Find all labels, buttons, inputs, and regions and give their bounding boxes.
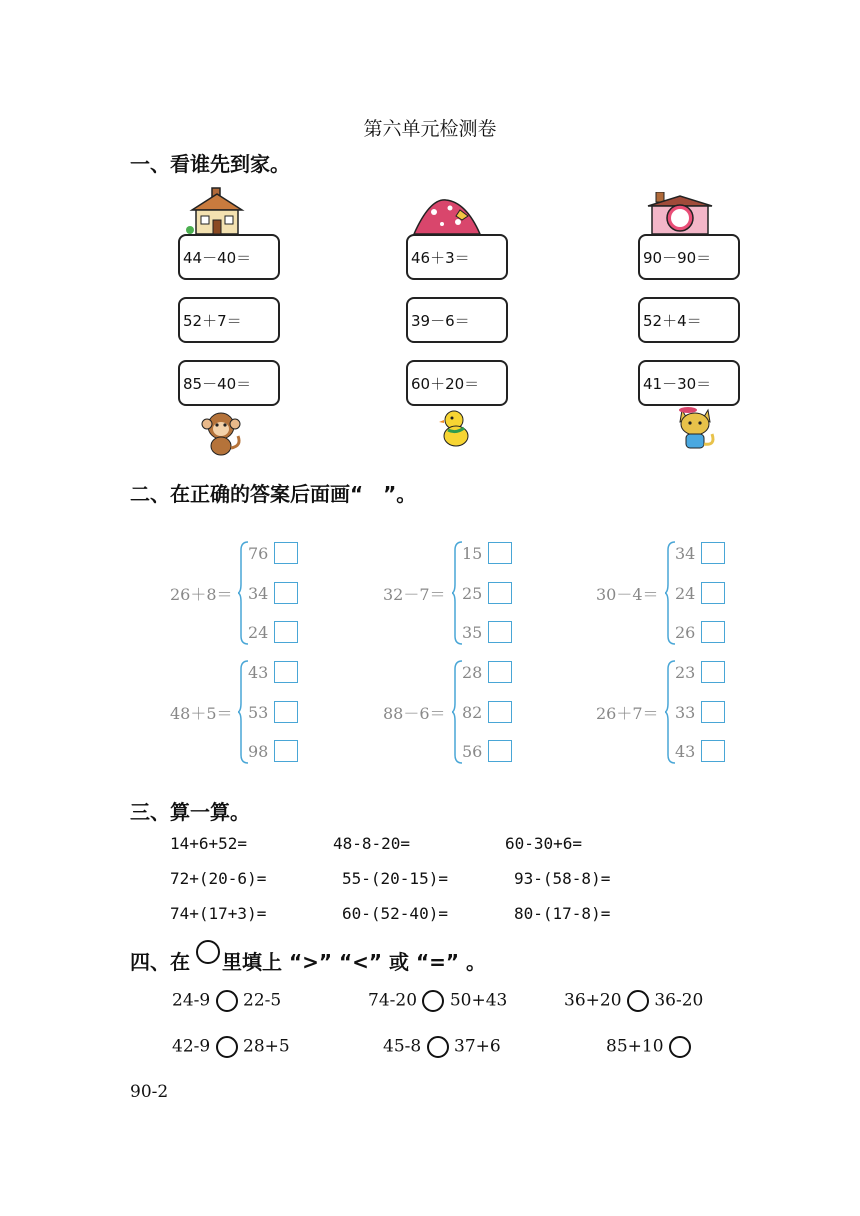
compare-right: 37+6 — [454, 1036, 501, 1057]
answer-option: 23 — [675, 663, 696, 682]
compare-overflow-text: 90-2 — [130, 1082, 169, 1102]
calc-item: 80-(17-8)= — [514, 904, 611, 923]
answer-option: 98 — [248, 742, 269, 761]
problem-stem: 26＋8＝ — [170, 585, 233, 604]
answer-option: 34 — [675, 544, 696, 563]
compare-left: 42-9 — [172, 1036, 211, 1057]
answer-option: 25 — [462, 584, 483, 603]
compare-item — [172, 1036, 290, 1058]
calc-item: 60-(52-40)= — [342, 904, 448, 923]
answer-checkbox[interactable] — [274, 701, 298, 723]
problem-stem: 48＋5＝ — [170, 704, 233, 723]
equation-box: 52＋7＝ — [178, 297, 280, 343]
answer-checkbox[interactable] — [274, 621, 298, 643]
compare-item — [172, 990, 281, 1012]
circle-icon — [196, 940, 220, 964]
calc-item: 48-8-20= — [333, 834, 411, 853]
equation-box: 52＋4＝ — [638, 297, 740, 343]
section-2-heading: 二、在正确的答案后面画“ ”。 — [130, 482, 417, 506]
problem-stem: 30－4＝ — [596, 585, 659, 604]
answer-option: 43 — [248, 663, 269, 682]
answer-checkbox[interactable] — [274, 542, 298, 564]
calc-item: 14+6+52= — [170, 834, 248, 853]
section-3-heading: 三、算一算。 — [130, 800, 250, 824]
equation-box: 39－6＝ — [406, 297, 508, 343]
answer-circle[interactable] — [627, 990, 649, 1012]
cat-icon — [672, 406, 718, 454]
compare-item — [383, 1036, 501, 1058]
answer-checkbox[interactable] — [488, 621, 512, 643]
monkey-icon — [196, 410, 246, 456]
answer-option: 33 — [675, 703, 696, 722]
answer-checkbox[interactable] — [488, 661, 512, 683]
answer-checkbox[interactable] — [701, 621, 725, 643]
answer-checkbox[interactable] — [274, 661, 298, 683]
compare-item — [606, 1036, 691, 1058]
answer-circle[interactable] — [669, 1036, 691, 1058]
answer-circle[interactable] — [427, 1036, 449, 1058]
compare-item — [564, 990, 703, 1012]
calc-item: 60-30+6= — [505, 834, 583, 853]
answer-checkbox[interactable] — [701, 582, 725, 604]
answer-checkbox[interactable] — [274, 582, 298, 604]
compare-right: 28+5 — [243, 1036, 290, 1057]
answer-option: 82 — [462, 703, 483, 722]
compare-right: 50+43 — [449, 990, 508, 1011]
answer-option: 43 — [675, 742, 696, 761]
answer-option: 35 — [462, 623, 483, 642]
calc-item: 72+(20-6)= — [170, 869, 267, 888]
compare-right: 36-20 — [654, 990, 704, 1011]
problem-stem: 26＋7＝ — [596, 704, 659, 723]
answer-option: 34 — [248, 584, 269, 603]
compare-left: 36+20 — [564, 990, 622, 1011]
section-1-heading: 一、看谁先到家。 — [130, 152, 290, 176]
compare-left: 85+10 — [606, 1036, 664, 1057]
answer-checkbox[interactable] — [488, 740, 512, 762]
answer-option: 28 — [462, 663, 483, 682]
compare-left: 45-8 — [383, 1036, 422, 1057]
section-4-heading-suffix: 里填上 “>” “<” 或 “=” 。 — [222, 950, 486, 974]
answer-option: 53 — [248, 703, 269, 722]
calc-item: 93-(58-8)= — [514, 869, 611, 888]
answer-circle[interactable] — [422, 990, 444, 1012]
answer-checkbox[interactable] — [488, 542, 512, 564]
equation-box: 46＋3＝ — [406, 234, 508, 280]
pink-house-icon — [646, 192, 714, 236]
answer-checkbox[interactable] — [488, 582, 512, 604]
answer-option: 76 — [248, 544, 269, 563]
page-title: 第六单元检测卷 — [363, 118, 497, 140]
problem-stem: 32－7＝ — [383, 585, 446, 604]
answer-checkbox[interactable] — [701, 661, 725, 683]
answer-checkbox[interactable] — [701, 542, 725, 564]
answer-checkbox[interactable] — [701, 740, 725, 762]
answer-option: 15 — [462, 544, 483, 563]
answer-circle[interactable] — [216, 1036, 238, 1058]
answer-circle[interactable] — [216, 990, 238, 1012]
answer-option: 56 — [462, 742, 483, 761]
answer-checkbox[interactable] — [488, 701, 512, 723]
equation-box: 44－40＝ — [178, 234, 280, 280]
compare-item — [368, 990, 507, 1012]
calc-item: 74+(17+3)= — [170, 904, 267, 923]
answer-option: 24 — [248, 623, 269, 642]
equation-box: 41－30＝ — [638, 360, 740, 406]
equation-box: 90－90＝ — [638, 234, 740, 280]
brown-house-icon — [186, 186, 248, 236]
calc-item: 55-(20-15)= — [342, 869, 448, 888]
chick-icon — [438, 408, 474, 448]
section-4-heading-prefix: 四、在 — [130, 950, 190, 974]
equation-box: 60＋20＝ — [406, 360, 508, 406]
compare-left: 74-20 — [368, 990, 418, 1011]
compare-left: 24-9 — [172, 990, 211, 1011]
answer-checkbox[interactable] — [274, 740, 298, 762]
answer-option: 24 — [675, 584, 696, 603]
compare-right: 22-5 — [243, 990, 282, 1011]
equation-box: 85－40＝ — [178, 360, 280, 406]
problem-stem: 88－6＝ — [383, 704, 446, 723]
mushroom-house-icon — [410, 196, 482, 236]
answer-checkbox[interactable] — [701, 701, 725, 723]
answer-option: 26 — [675, 623, 696, 642]
